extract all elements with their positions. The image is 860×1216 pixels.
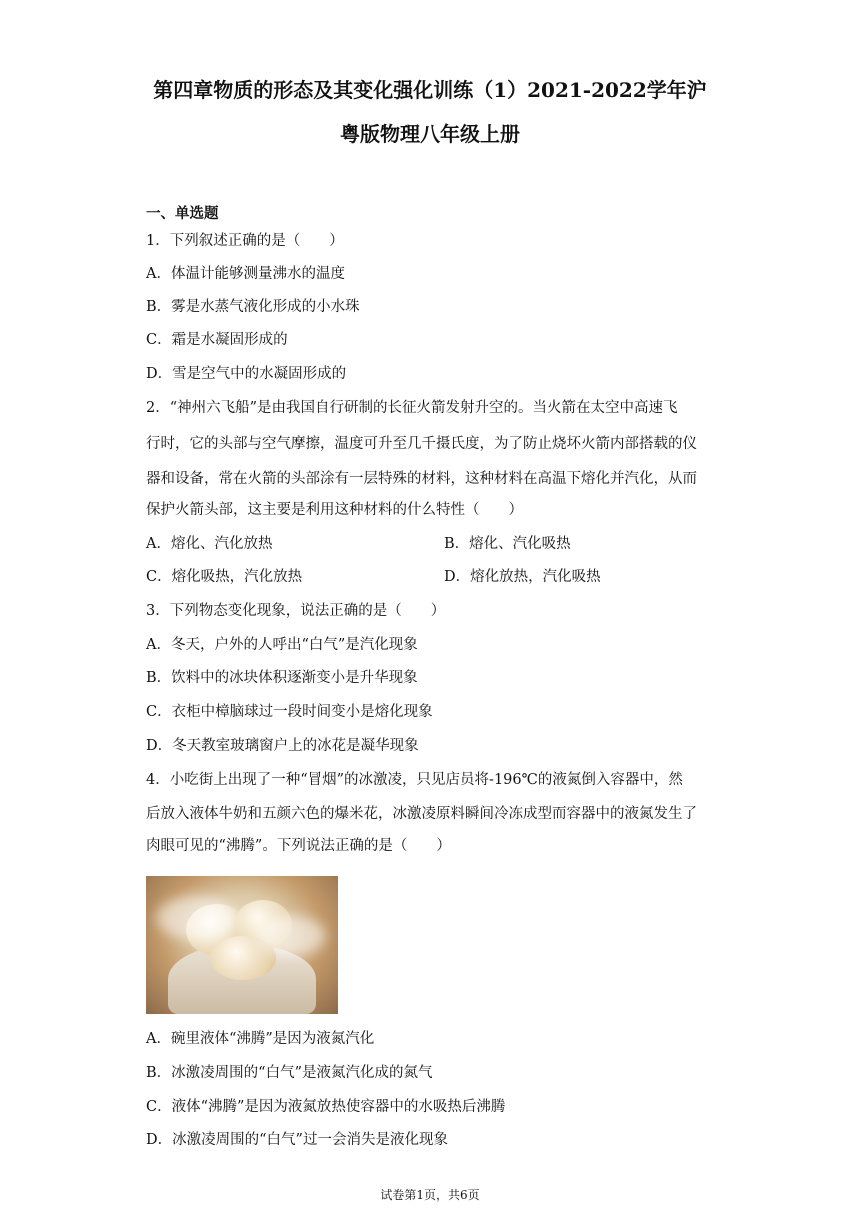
question-2-option-a: A．熔化、汽化放热 (146, 536, 273, 552)
question-3-option-b: B．饮料中的冰块体积逐渐变小是升华现象 (146, 670, 418, 686)
question-2-stem-line-4: 保护火箭头部，这主要是利用这种材料的什么特性（ ） (146, 502, 523, 518)
question-1-stem: 1．下列叙述正确的是（ ） (146, 233, 344, 249)
question-4-option-d: D．冰激凌周围的“白气”过一会消失是液化现象 (146, 1132, 448, 1148)
question-4-option-b: B．冰激凌周围的“白气”是液氮汽化成的氮气 (146, 1065, 433, 1081)
title-line-1: 第四章物质的形态及其变化强化训练（1）2021-2022学年沪 (153, 78, 707, 102)
question-4-stem-line-2: 后放入液体牛奶和五颜六色的爆米花，冰激凌原料瞬间冷冻成型而容器中的液氮发生了 (146, 806, 697, 822)
question-1-option-c: C．霜是水凝固形成的 (146, 332, 288, 348)
question-2-stem-line-2: 行时，它的头部与空气摩擦，温度可升至几千摄氏度，为了防止烧坏火箭内部搭载的仪 (146, 436, 697, 452)
page-footer: 试卷第1页，共6页 (380, 1188, 480, 1202)
question-3-option-a: A．冬天，户外的人呼出“白气”是汽化现象 (146, 637, 418, 653)
vapor-cloud (256, 916, 326, 956)
question-3-option-d: D．冬天教室玻璃窗户上的冰花是凝华现象 (146, 738, 419, 754)
question-4-stem-line-3: 肉眼可见的“沸腾”。下列说法正确的是（ ） (146, 838, 451, 854)
question-2-stem-line-1: 2．“神州六飞船”是由我国自行研制的长征火箭发射升空的。当火箭在太空中高速飞 (146, 400, 678, 416)
question-3-stem: 3．下列物态变化现象，说法正确的是（ ） (146, 603, 446, 619)
question-2-option-c: C．熔化吸热，汽化放热 (146, 569, 303, 585)
question-1-option-d: D．雪是空气中的水凝固形成的 (146, 366, 347, 382)
question-2-stem-line-3: 器和设备，常在火箭的头部涂有一层特殊的材料，这种材料在高温下熔化并汽化，从而 (146, 471, 697, 487)
question-2-option-b: B．熔化、汽化吸热 (444, 536, 571, 552)
question-4-option-a: A．碗里液体“沸腾”是因为液氮汽化 (146, 1031, 375, 1047)
vapor-cloud (156, 896, 236, 940)
question-3-option-c: C．衣柜中樟脑球过一段时间变小是熔化现象 (146, 704, 433, 720)
question-4-stem-line-1: 4．小吃街上出现了一种“冒烟”的冰激凌，只见店员将-196℃的液氮倒入容器中，然 (146, 772, 683, 788)
question-2-option-d: D．熔化放热，汽化吸热 (444, 569, 601, 585)
question-1-option-b: B．雾是水蒸气液化形成的小水珠 (146, 299, 360, 315)
title-line-2: 粤版物理八年级上册 (340, 122, 520, 146)
ice-cream-photo (146, 876, 338, 1014)
section-heading: 一、单选题 (146, 205, 219, 222)
question-1-option-a: A．体温计能够测量沸水的温度 (146, 266, 345, 282)
question-4-option-c: C．液体“沸腾”是因为液氮放热使容器中的水吸热后沸腾 (146, 1099, 506, 1115)
